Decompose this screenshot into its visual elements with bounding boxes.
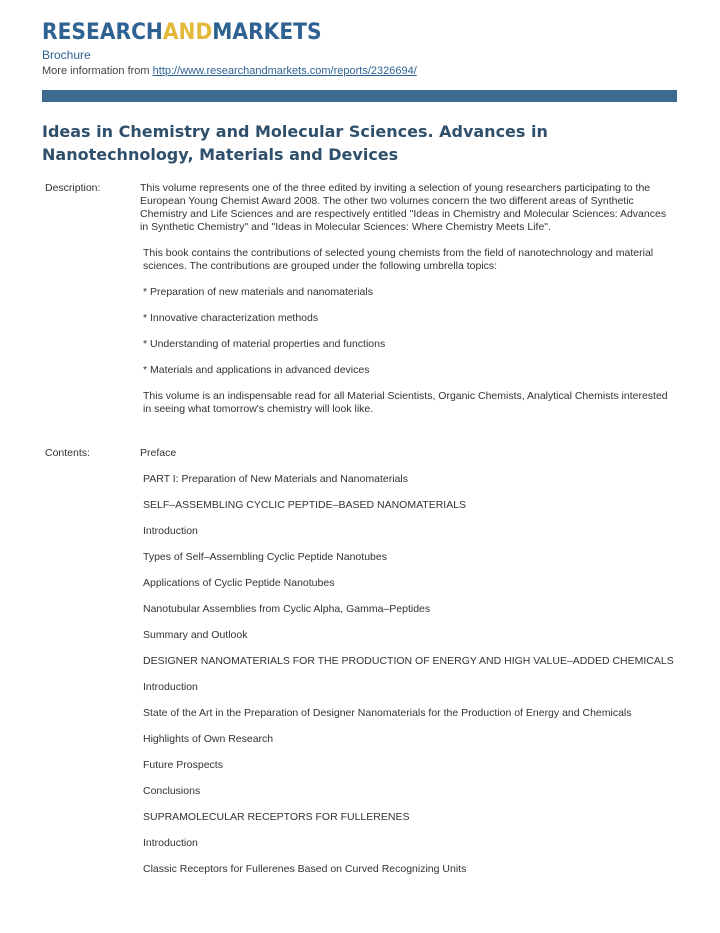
more-info-prefix: More information from	[42, 65, 153, 77]
brochure-label: Brochure	[42, 48, 91, 62]
logo[interactable]	[42, 20, 387, 46]
contents-item: Introduction	[143, 837, 198, 849]
contents-item: Introduction	[143, 681, 198, 693]
contents-item: Types of Self–Assembling Cyclic Peptide Nanotubes	[143, 551, 387, 563]
contents-item: PART I: Preparation of New Materials and Nanomaterials	[143, 473, 408, 485]
more-info-line	[42, 64, 417, 78]
description-paragraph: This book contains the contributions of selected young chemists from the field of nanotechnology and material sciences. The contributions are grouped under the following umbrella topics:	[143, 247, 654, 272]
logo-and: AND	[162, 20, 213, 45]
contents-item: Conclusions	[143, 785, 201, 797]
contents-item: Nanotubular Assemblies from Cyclic Alpha, Gamma–Peptides	[143, 603, 431, 615]
description-topic: * Understanding of material properties and functions	[143, 338, 386, 350]
contents-item: Highlights of Own Research	[143, 733, 274, 745]
description-topic: * Preparation of new materials and nanomaterials	[143, 286, 373, 298]
description-paragraph: This volume is an indispensable read for all Material Scientists, Organic Chemists, Analytical Chemists interested in seeing what tomorrow's chemistry will look like.	[143, 390, 668, 415]
contents-item: Applications of Cyclic Peptide Nanotubes	[143, 577, 335, 589]
contents-item: SELF–ASSEMBLING CYCLIC PEPTIDE–BASED NANOMATERIALS	[143, 499, 467, 511]
header-divider-bar	[42, 90, 677, 102]
contents-item: Preface	[140, 447, 177, 459]
contents-label: Contents:	[45, 447, 90, 459]
header	[42, 20, 417, 78]
logo-markets: MARKETS	[212, 20, 322, 45]
contents-item: DESIGNER NANOMATERIALS FOR THE PRODUCTION OF ENERGY AND HIGH VALUE–ADDED CHEMICALS	[143, 655, 674, 667]
description-topic: * Materials and applications in advanced devices	[143, 364, 370, 376]
description-paragraph: This volume represents one of the three edited by inviting a selection of young researchers participating to the European Young Chemist Award 2008. The other two volumes concern the two different areas of Synthetic Chemistry and Life Sciences and are respectively entitled "Ideas in Chemistry and Molecular Sciences: Advances in Synthetic Chemistry" and "Ideas in Molecular Sciences: Where Chemistry Meets Life".	[140, 182, 667, 233]
logo-research: RESEARCH	[42, 20, 163, 45]
description-topic: * Innovative characterization methods	[143, 312, 319, 324]
contents-item: Future Prospects	[143, 759, 223, 771]
contents-item: SUPRAMOLECULAR RECEPTORS FOR FULLERENES	[143, 811, 410, 823]
description-label: Description:	[45, 182, 101, 194]
page-title: Ideas in Chemistry and Molecular Sciences. Advances in Nanotechnology, Materials and Devices	[42, 122, 548, 164]
report-link[interactable]: http://www.researchandmarkets.com/reports/2326694/	[152, 65, 417, 77]
contents-list	[140, 447, 675, 889]
contents-item: Classic Receptors for Fullerenes Based on Curved Recognizing Units	[143, 863, 467, 875]
contents-item: State of the Art in the Preparation of Designer Nanomaterials for the Production of Energy and Chemicals	[143, 707, 632, 719]
contents-item: Introduction	[143, 525, 198, 537]
contents-item: Summary and Outlook	[143, 629, 248, 641]
description-content	[140, 182, 675, 429]
